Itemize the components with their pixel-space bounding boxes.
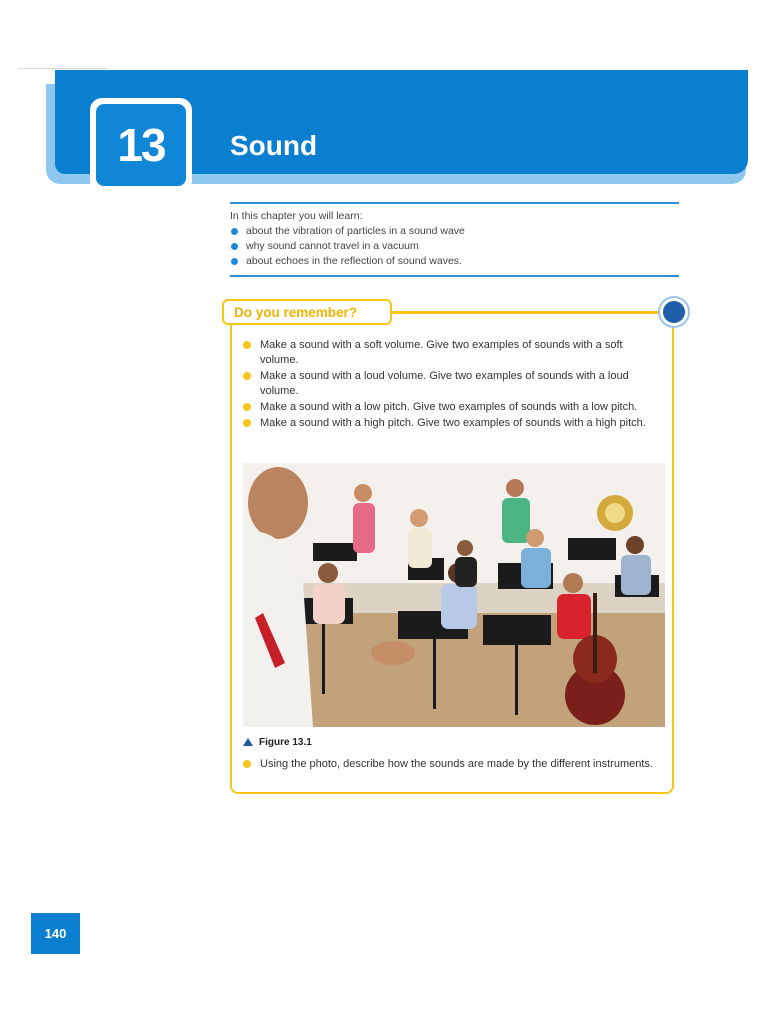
- learning-outcomes: [230, 202, 679, 277]
- remember-item: [243, 338, 663, 368]
- outcomes-list: [230, 224, 679, 269]
- outcomes-top-rule: [230, 202, 679, 204]
- bullet-icon: [243, 403, 251, 411]
- remember-text: Make a sound with a loud volume. Give two examples of sounds with a loud volume.: [260, 370, 629, 397]
- page-number: 140: [31, 913, 80, 954]
- remember-text: Make a sound with a low pitch. Give two examples of sounds with a low pitch.: [260, 401, 638, 413]
- outcomes-intro: In this chapter you will learn:: [230, 210, 363, 222]
- bullet-icon: [231, 243, 238, 250]
- bullet-icon: [243, 760, 251, 768]
- photo-question: [243, 757, 660, 772]
- figure-caption: [243, 737, 312, 748]
- outcome-text: about the vibration of particles in a sound wave: [246, 225, 465, 237]
- chapter-number-badge: [90, 98, 192, 192]
- remember-item: [243, 400, 663, 415]
- triangle-icon: [243, 738, 253, 746]
- figure-caption-text: Figure 13.1: [259, 737, 312, 748]
- chapter-title: Sound: [230, 130, 318, 161]
- bullet-icon: [243, 372, 251, 380]
- outcome-text: about echoes in the reflection of sound waves.: [246, 255, 462, 267]
- remember-text: Make a sound with a soft volume. Give two examples of sounds with a soft volume.: [260, 339, 623, 366]
- outcomes-bottom-rule: [230, 275, 679, 277]
- orchestra-photo: [243, 463, 665, 727]
- outcome-text: why sound cannot travel in a vacuum: [246, 240, 419, 252]
- bullet-icon: [231, 228, 238, 235]
- outcome-item: [230, 254, 679, 269]
- outcome-item: [230, 224, 679, 239]
- circle-icon: [660, 298, 688, 326]
- remember-list: [243, 338, 663, 432]
- do-you-remember-heading: Do you remember?: [222, 299, 392, 325]
- chapter-number: 13: [96, 104, 186, 186]
- remember-text: Make a sound with a high pitch. Give two examples of sounds with a high pitch.: [260, 417, 646, 429]
- orchestra-illustration: [243, 463, 665, 727]
- photo-question-text: Using the photo, describe how the sounds are made by the different instruments.: [260, 758, 653, 770]
- outcome-item: [230, 239, 679, 254]
- bullet-icon: [243, 419, 251, 427]
- remember-item: [243, 369, 663, 399]
- remember-item: [243, 416, 663, 431]
- tab-connector-line: [392, 311, 658, 313]
- bullet-icon: [243, 341, 251, 349]
- top-rule: [18, 68, 108, 69]
- bullet-icon: [231, 258, 238, 265]
